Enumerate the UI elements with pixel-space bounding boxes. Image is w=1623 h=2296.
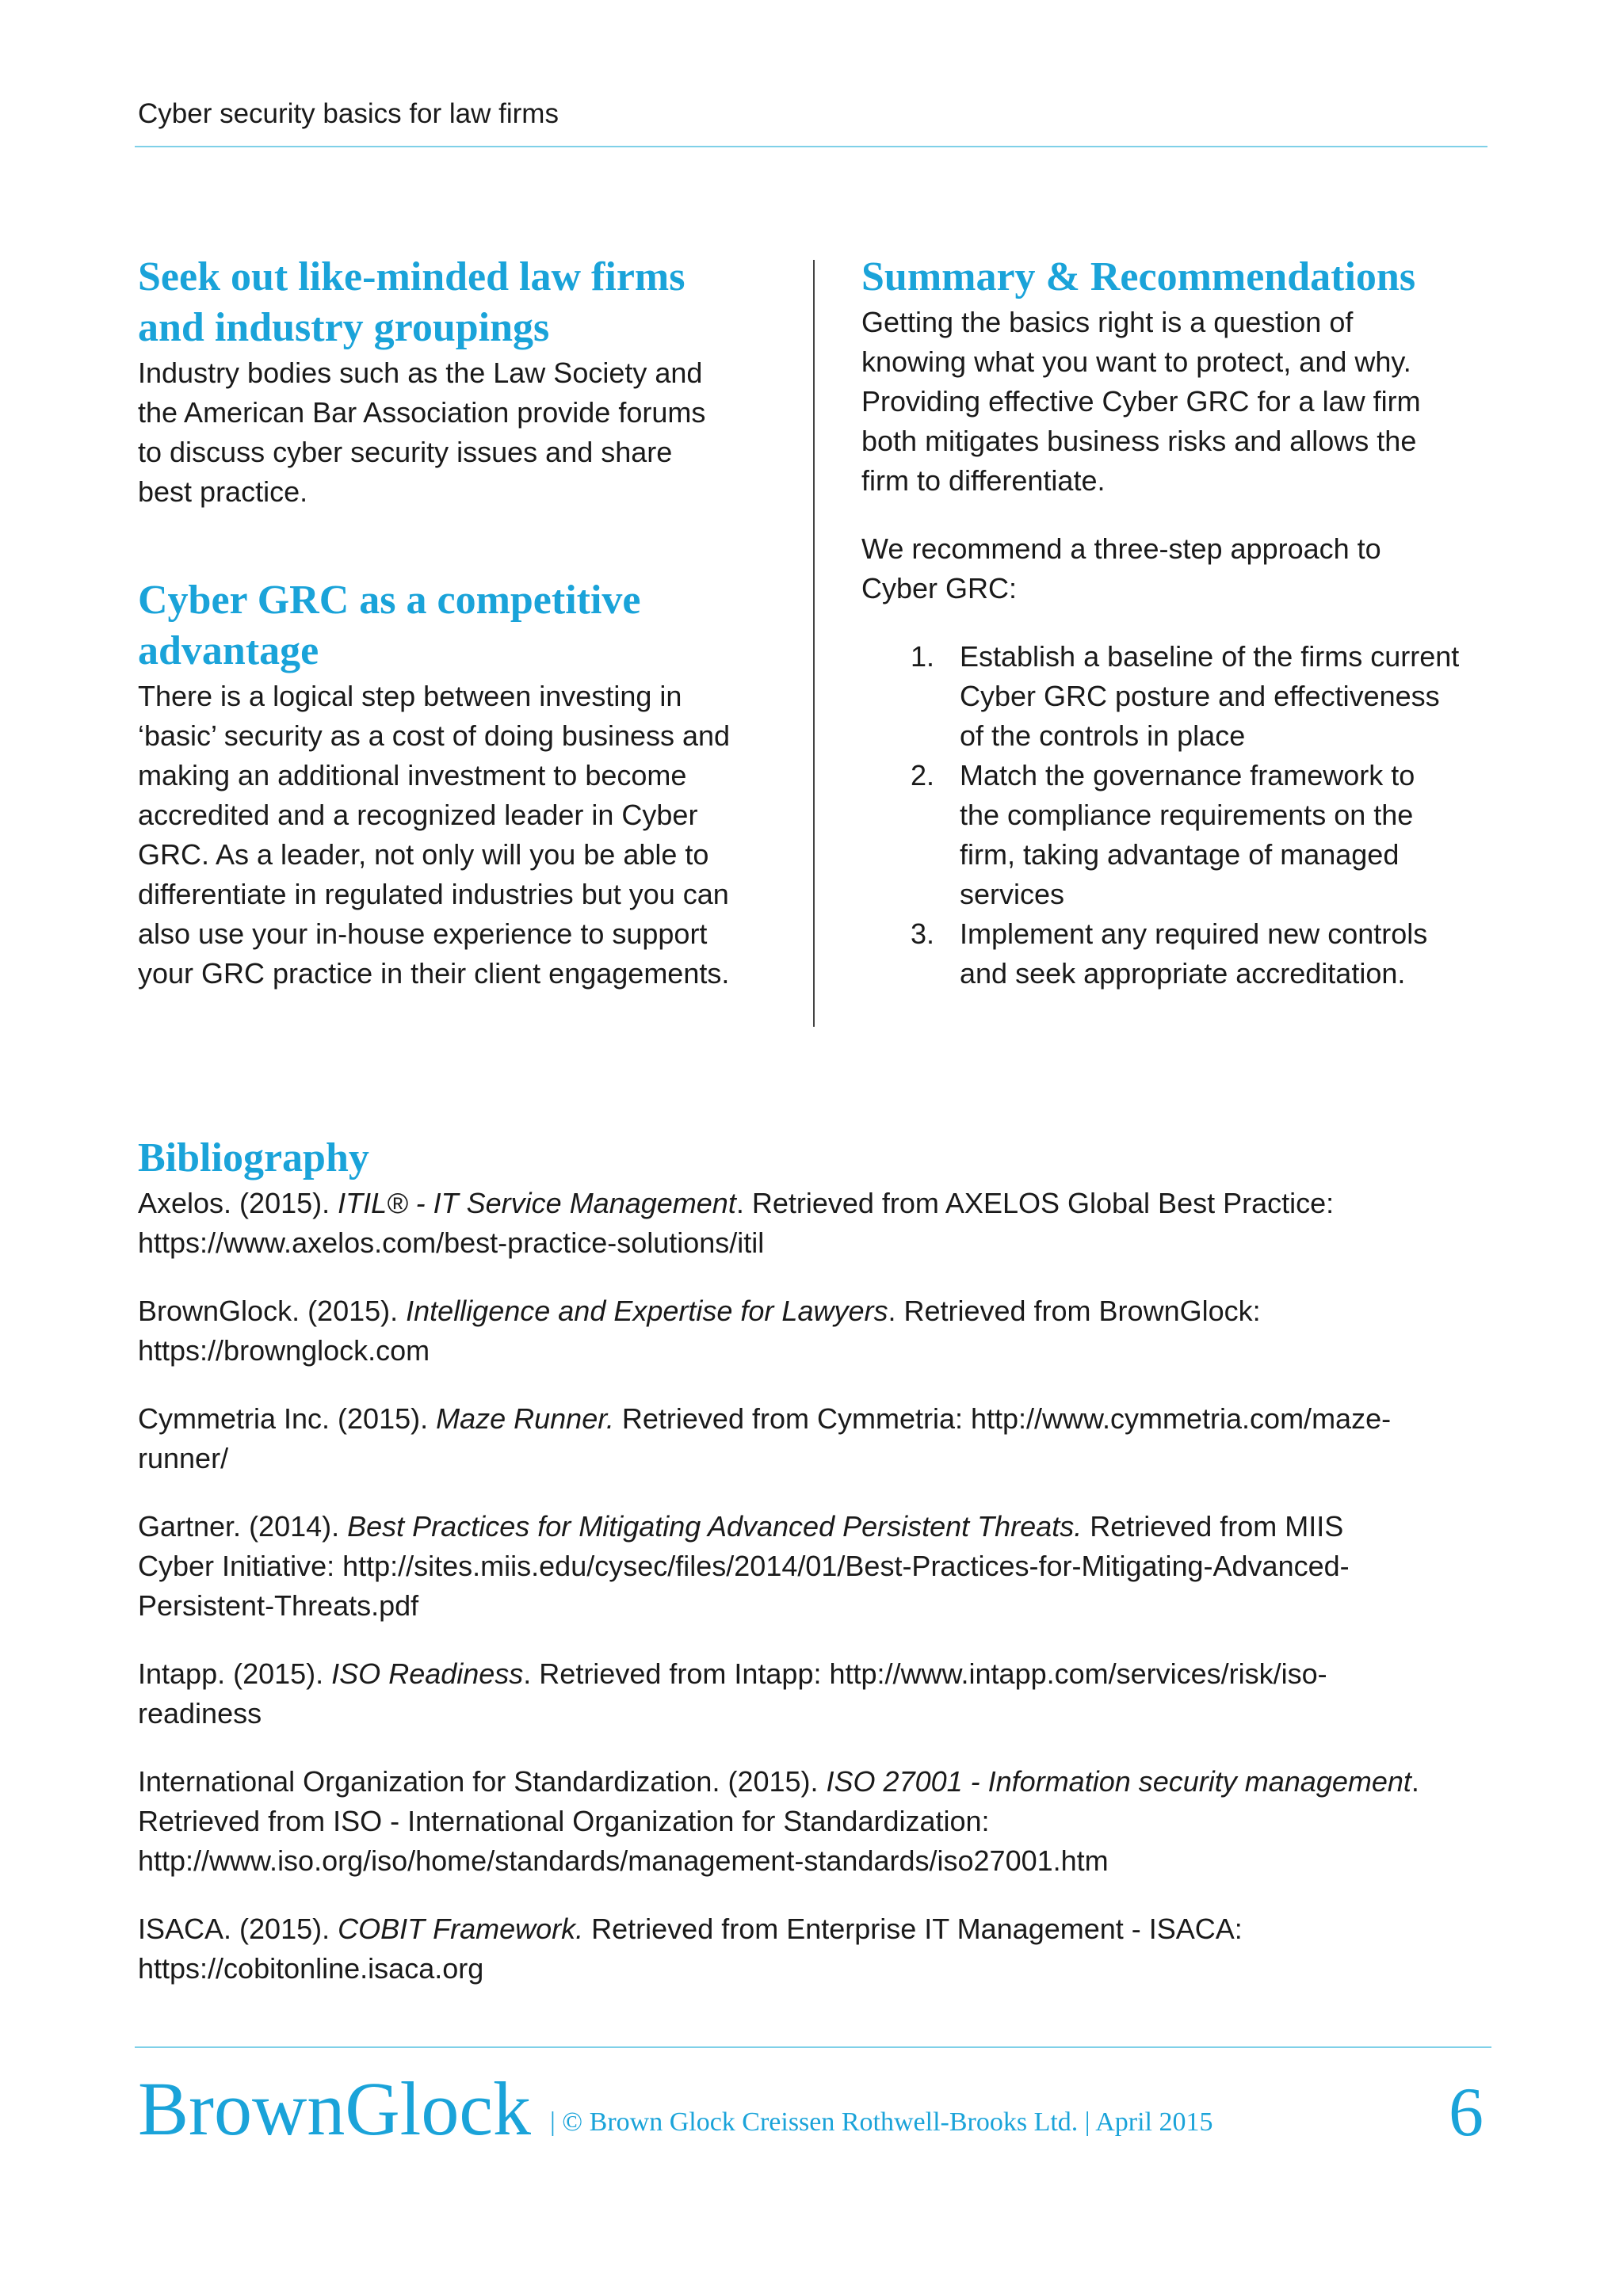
list-item bbox=[861, 914, 1495, 994]
entry-text: . Retrieved from BrownGlock: bbox=[888, 1295, 1261, 1327]
section-heading-competitive-advantage bbox=[138, 575, 780, 677]
left-column bbox=[138, 252, 780, 994]
section-heading-summary: Summary & Recommendations bbox=[861, 254, 1416, 299]
bibliography-entry bbox=[138, 1184, 1493, 1263]
text-line: Match the governance framework to bbox=[960, 759, 1415, 791]
entry-title: Intelligence and Expertise for Lawyers bbox=[406, 1295, 888, 1327]
text-line: firm, taking advantage of managed bbox=[960, 838, 1400, 871]
entry-title: Maze Runner. bbox=[436, 1402, 614, 1435]
text-line: your GRC practice in their client engagements. bbox=[138, 957, 730, 990]
entry-text: . Retrieved from AXELOS Global Best Practice: bbox=[735, 1187, 1335, 1219]
entry-text: . Retrieved from Intapp: http://www.intapp.com/services/risk/iso- bbox=[523, 1657, 1327, 1690]
footer-rule bbox=[135, 2046, 1491, 2048]
text-line: Industry bodies such as the Law Society and bbox=[138, 357, 703, 389]
heading-line: Seek out like-minded law firms bbox=[138, 254, 685, 299]
heading-line: and industry groupings bbox=[138, 305, 550, 350]
text-line: the American Bar Association provide forums bbox=[138, 396, 706, 429]
text-line: Establish a baseline of the firms current bbox=[960, 640, 1460, 673]
text-line: GRC. As a leader, not only will you be able to bbox=[138, 838, 709, 871]
entry-url[interactable]: https://www.axelos.com/best-practice-solutions/itil bbox=[138, 1226, 765, 1259]
entry-url[interactable]: https://cobitonline.isaca.org bbox=[138, 1952, 484, 1985]
paragraph-industry-bodies bbox=[138, 353, 780, 512]
text-line: Cyber GRC posture and effectiveness bbox=[960, 680, 1440, 712]
spacer bbox=[861, 608, 1495, 637]
entry-title: ISO 27001 - Information security management bbox=[826, 1765, 1411, 1798]
entry-text: Retrieved from ISO - International Organization for Standardization: bbox=[138, 1805, 990, 1837]
paragraph-recommend bbox=[861, 529, 1495, 608]
bibliography-entry bbox=[138, 1909, 1493, 1989]
entry-text: Axelos. (2015). bbox=[138, 1187, 338, 1219]
entry-text: Retrieved from MIIS bbox=[1082, 1510, 1344, 1543]
bibliography-heading: Bibliography bbox=[138, 1135, 369, 1180]
text-line: Implement any required new controls bbox=[960, 917, 1428, 950]
entry-text: Cymmetria Inc. (2015). bbox=[138, 1402, 437, 1435]
heading-line: Cyber GRC as a competitive bbox=[138, 578, 641, 623]
entry-text: International Organization for Standardization. (2015). bbox=[138, 1765, 827, 1798]
entry-title: COBIT Framework. bbox=[338, 1913, 584, 1945]
column-divider bbox=[813, 260, 815, 1027]
entry-title: ISO Readiness bbox=[331, 1657, 524, 1690]
entry-title: Best Practices for Mitigating Advanced Persistent Threats. bbox=[347, 1510, 1083, 1543]
text-line: both mitigates business risks and allows the bbox=[861, 425, 1417, 457]
text-line: Getting the basics right is a question of bbox=[861, 306, 1354, 338]
entry-url[interactable]: https://brownglock.com bbox=[138, 1334, 430, 1367]
list-number: 3. bbox=[911, 917, 935, 950]
bibliography-entry bbox=[138, 1762, 1493, 1881]
text-line: making an additional investment to become bbox=[138, 759, 687, 791]
text-line: There is a logical step between investing in bbox=[138, 680, 682, 712]
text-line: accredited and a recognized leader in Cyber bbox=[138, 799, 698, 831]
text-line: We recommend a three-step approach to bbox=[861, 532, 1381, 565]
bibliography-entry bbox=[138, 1654, 1493, 1733]
entry-text: . bbox=[1411, 1765, 1419, 1798]
text-line: ‘basic’ security as a cost of doing business and bbox=[138, 719, 731, 752]
text-line: knowing what you want to protect, and why. bbox=[861, 345, 1411, 378]
entry-url[interactable]: runner/ bbox=[138, 1442, 229, 1474]
spacer bbox=[138, 512, 780, 575]
bibliography-section bbox=[138, 1133, 1493, 2017]
entry-title: ITIL® - IT Service Management bbox=[338, 1187, 736, 1219]
text-line: and seek appropriate accreditation. bbox=[960, 957, 1406, 990]
text-line: also use your in-house experience to support bbox=[138, 917, 708, 950]
running-header: Cyber security basics for law firms bbox=[138, 98, 559, 129]
text-line: best practice. bbox=[138, 475, 308, 508]
section-heading-law-firms bbox=[138, 252, 780, 353]
entry-text: Retrieved from Cymmetria: http://www.cymmetria.com/maze- bbox=[613, 1402, 1392, 1435]
text-line: Cyber GRC: bbox=[861, 572, 1018, 605]
entry-text: Intapp. (2015). bbox=[138, 1657, 332, 1690]
bibliography-entry bbox=[138, 1399, 1493, 1478]
right-column bbox=[861, 252, 1495, 994]
entry-text: BrownGlock. (2015). bbox=[138, 1295, 407, 1327]
page-number: 6 bbox=[1449, 2074, 1484, 2151]
list-number: 2. bbox=[911, 759, 935, 791]
list-item bbox=[861, 637, 1495, 756]
text-line: differentiate in regulated industries but you can bbox=[138, 878, 729, 910]
list-number: 1. bbox=[911, 640, 935, 673]
entry-url[interactable]: Persistent-Threats.pdf bbox=[138, 1589, 419, 1622]
bibliography-entry bbox=[138, 1507, 1493, 1626]
entry-text: Retrieved from Enterprise IT Management - ISACA: bbox=[583, 1913, 1243, 1945]
header-rule bbox=[135, 146, 1487, 147]
paragraph-competitive-advantage bbox=[138, 677, 780, 994]
paragraph-summary bbox=[861, 303, 1495, 501]
entry-text: ISACA. (2015). bbox=[138, 1913, 338, 1945]
entry-url[interactable]: Cyber Initiative: http://sites.miis.edu/cysec/files/2014/01/Best-Practices-for-Mitigating-Advanced- bbox=[138, 1550, 1350, 1582]
list-item bbox=[861, 756, 1495, 914]
heading-line: advantage bbox=[138, 628, 319, 673]
entry-url[interactable]: readiness bbox=[138, 1697, 262, 1730]
bibliography-entry bbox=[138, 1291, 1493, 1371]
text-line: the compliance requirements on the bbox=[960, 799, 1414, 831]
entry-url[interactable]: http://www.iso.org/iso/home/standards/management-standards/iso27001.htm bbox=[138, 1844, 1109, 1877]
entry-text: Gartner. (2014). bbox=[138, 1510, 348, 1543]
text-line: Providing effective Cyber GRC for a law firm bbox=[861, 385, 1421, 418]
text-line: services bbox=[960, 878, 1065, 910]
text-line: to discuss cyber security issues and share bbox=[138, 436, 673, 468]
text-line: firm to differentiate. bbox=[861, 464, 1106, 497]
copyright-notice: | © Brown Glock Creissen Rothwell-Brooks Ltd. | April 2015 bbox=[550, 2107, 1213, 2137]
spacer bbox=[861, 501, 1495, 529]
recommendation-steps bbox=[861, 637, 1495, 994]
brand-logo: BrownGlock bbox=[138, 2066, 531, 2151]
text-line: of the controls in place bbox=[960, 719, 1246, 752]
